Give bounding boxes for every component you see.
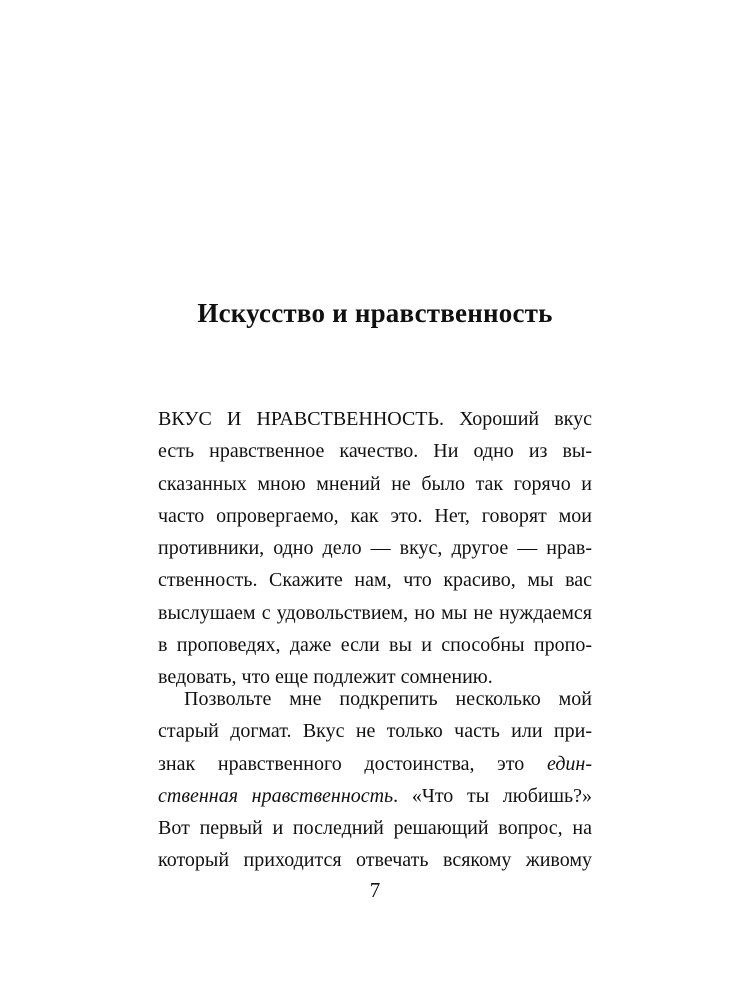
italic-emphasis: един- [546,752,593,775]
paragraph-1 [158,403,592,694]
text-segment: . «Что ты любишь?» [393,784,592,807]
text-line: ВКУС И НРАВСТВЕННОСТЬ. Хороший вкус [158,408,592,430]
paragraph-2 [158,683,592,877]
text-segment: знак нравственного достоинства, это [158,752,525,775]
chapter-title: Искусство и нравственность [197,298,553,328]
text-line: сказанных мною мнений не было так горячо и [158,472,592,495]
text-line-with-italic [158,780,592,812]
text-line: который приходится отвечать всякому живому [158,849,592,872]
text-line: в проповедях, даже если вы и способны пропо- [158,634,592,657]
text-line: ственность. Скажите нам, что красиво, мы вас [158,569,592,592]
text-line: Вот первый и последний решающий вопрос, на [158,817,592,840]
text-line: старый догмат. Вкус не только часть или при- [158,720,592,743]
text-line: часто опровергаемо, как это. Нет, говорят мои [158,504,592,527]
italic-emphasis: ственная нравственность [158,784,394,807]
text-line: есть нравственное качество. Ни одно из вы- [158,440,592,463]
text-line: ведовать, что еще подлежит сомнению. [158,666,493,689]
text-line: противники, одно дело — вкус, другое — нрав- [158,537,592,560]
page-number: 7 [369,878,381,902]
text-line-with-italic [158,748,592,780]
text-line: Позвольте мне подкрепить несколько мой [184,688,592,710]
text-line: выслушаем с удовольствием, но мы не нуждаемся [158,601,592,624]
